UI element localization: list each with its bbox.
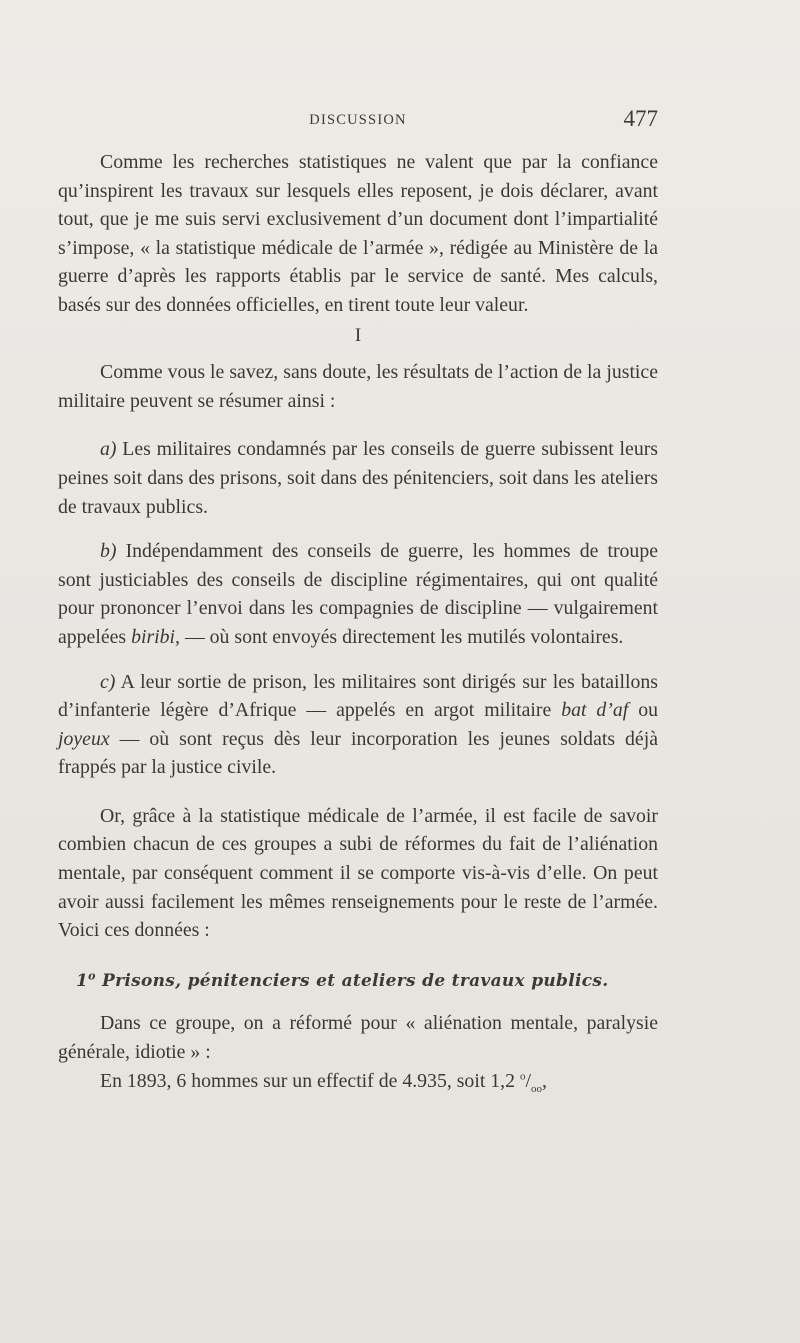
item-c-italic-2: joyeux <box>58 727 110 750</box>
item-a-marker: a) <box>100 438 117 461</box>
list-item-c <box>58 668 658 782</box>
item-b-marker: b) <box>100 540 117 563</box>
permille-slash: / <box>525 1069 531 1092</box>
item-b-text-after: — où sont envoyés directement les mutilés volontaires. <box>184 625 624 648</box>
subheading <box>58 967 658 996</box>
justice-paragraph: Comme vous le savez, sans doute, les résultats de l’action de la justice militaire peuvent se résumer ainsi : <box>58 361 658 412</box>
item-a-text: Les militaires condamnés par les conseils de guerre subissent leurs peines soit dans des prisons, soit dans des pénitenciers, soit dans les ateliers de travaux publics. <box>58 438 658 518</box>
item-c-text-after: — où sont reçus dès leur incorporation les jeunes soldats déjà frappés par la justice civile. <box>58 727 658 779</box>
item-c-connector: ou <box>638 699 659 722</box>
group-paragraph: Dans ce groupe, on a réformé pour « aliénation mentale, paralysie générale, idiotie » : <box>58 1012 658 1064</box>
item-c-text-before: A leur sortie de prison, les militaires sont dirigés sur les bataillons d’infanterie légère d’Afrique — appelés en argot militaire <box>58 670 658 722</box>
page-number: 477 <box>623 106 658 131</box>
permille-sub: oo <box>530 1082 542 1095</box>
page-header <box>58 104 658 138</box>
subheading-text: Prisons, pénitenciers et ateliers de travaux publics. <box>102 970 609 991</box>
intro-paragraph: Comme les recherches statistiques ne valent que par la confiance qu’inspirent les travaux sur lesquels elles reposent, je dois déclarer, avant tout, que je me suis servi exclusivement d’un document dont l’impartialité s’impose, « la statistique médicale de l’armée », rédigée au Ministère de la guerre d’après les rapports établis par le service de santé. Mes calculs, basés sur des données officielles, en tirent toute leur valeur. <box>58 151 658 316</box>
list-item-a <box>58 435 658 521</box>
section-number: I <box>354 324 362 346</box>
body-text <box>58 148 658 1095</box>
last-line-text: En 1893, 6 hommes sur un effectif de 4.935, soit 1,2 <box>100 1069 515 1092</box>
item-c-italic-1: bat d’af <box>561 699 629 722</box>
last-line-end: , <box>541 1069 547 1092</box>
running-title: DISCUSSION <box>309 112 407 128</box>
list-item-b <box>58 537 658 651</box>
item-c-marker: c) <box>100 670 116 693</box>
item-b-text-before: Indépendamment des conseils de guerre, les hommes de troupe sont justiciables des conseils de discipline régimentaires, qui ont qualité pour prononcer l’envoi dans les compagnies de discipline — vulgairement appelées <box>58 540 658 648</box>
permille-sup: o <box>519 1070 526 1083</box>
subheading-number: 1 <box>76 970 89 991</box>
item-b-italic: biribi, <box>131 625 180 648</box>
subheading-degree: o <box>88 969 96 983</box>
statistics-paragraph: Or, grâce à la statistique médicale de l’armée, il est facile de savoir combien chacun de ces groupes a subi de réformes du fait de l’aliénation mentale, par conséquent comment il se comporte vis-à-vis d’elle. On peut avoir aussi facilement les mêmes renseignements pour le reste de l’armée. Voici ces données : <box>58 804 658 942</box>
last-line <box>58 1067 658 1096</box>
